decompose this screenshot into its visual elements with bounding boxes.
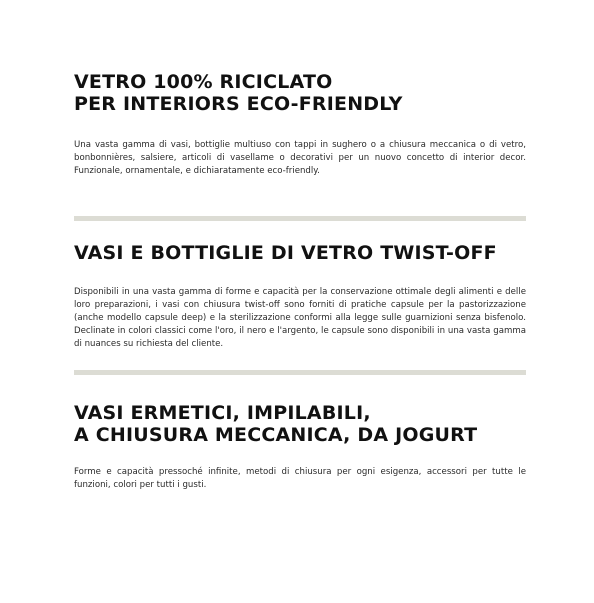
section-title-recycled-glass [74,71,534,115]
section-title-twist-off [74,242,534,264]
section-body-hermetic-jars: Forme e capacità pressoché infinite, metodi di chiusura per ogni esigenza, accessori per tutte le funzioni, colori per tutti i gusti. [74,467,526,490]
section-title-line: VETRO 100% RICICLATO [74,71,333,93]
section-title-line: A CHIUSURA MECCANICA, DA JOGURT [74,424,478,446]
section-divider [74,370,526,375]
section-body-twist-off: Disponibili in una vasta gamma di forme e capacità per la conservazione ottimale degli alimenti e delle loro preparazioni, i vasi con chiusura twist-off sono forniti di pratiche capsule per la pastorizzazione (anche modello capsule deep) e la sterilizzazione conformi alla legge sulle guarnizioni senza bisfenolo. Declinate in colori classici come l'oro, il nero e l'argento, le capsule sono disponibili in una vasta gamma di nuances su richiesta del cliente. [74,287,526,349]
section-title-line: VASI E BOTTIGLIE DI VETRO TWIST-OFF [74,242,497,264]
section-title-hermetic-jars [74,402,534,446]
section-divider [74,216,526,221]
section-title-line: PER INTERIORS ECO-FRIENDLY [74,93,403,115]
section-title-line: VASI ERMETICI, IMPILABILI, [74,402,371,424]
section-body-recycled-glass: Una vasta gamma di vasi, bottiglie multiuso con tappi in sughero o a chiusura meccanica o di vetro, bonbonnières, salsiere, articoli di vasellame o decorativi per un nuovo concetto di interior decor. Funzionale, ornamentale, e dichiaratamente eco-friendly. [74,140,526,176]
